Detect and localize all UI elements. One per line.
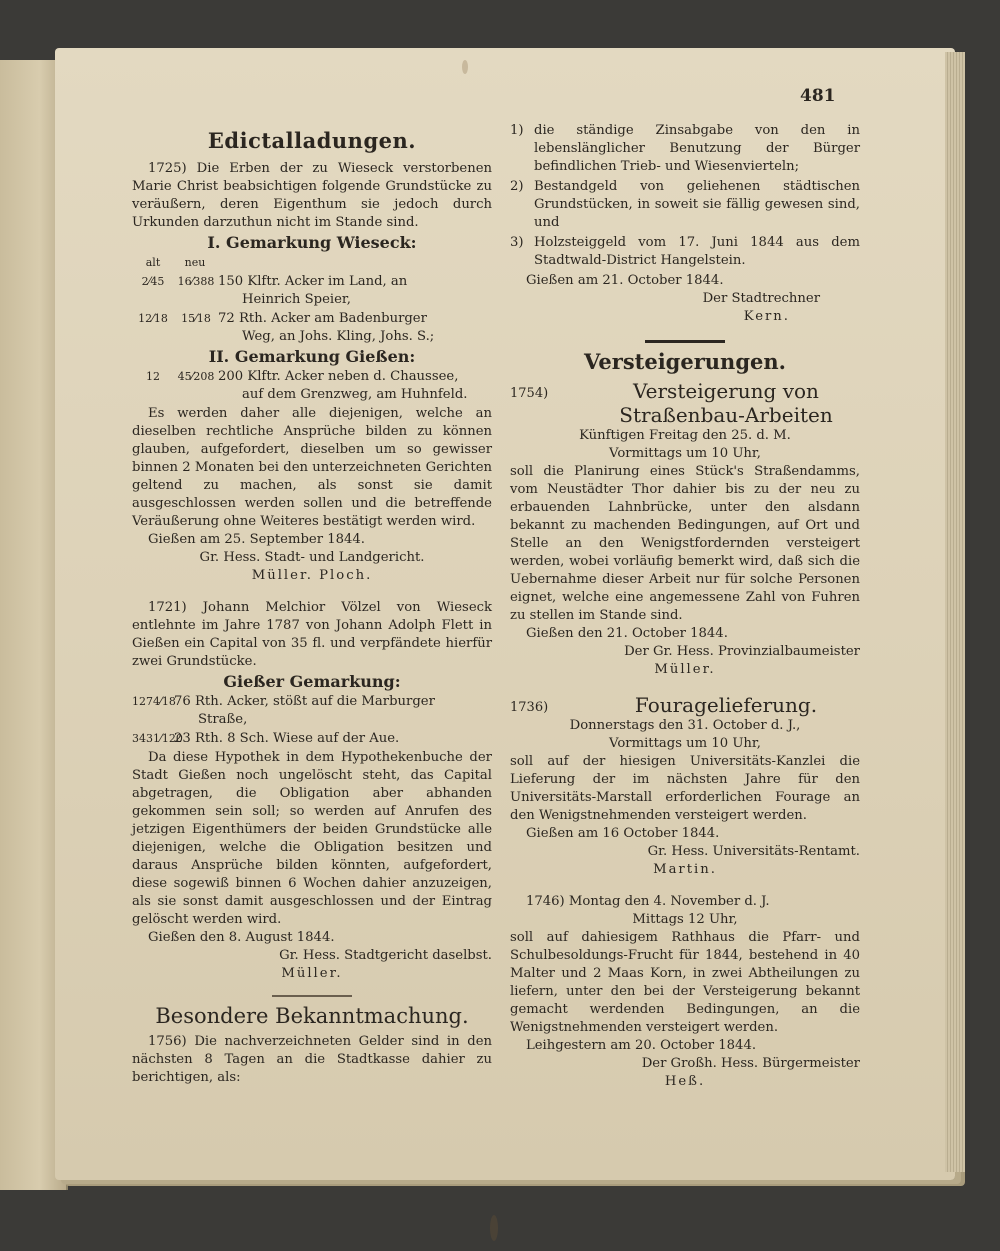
- notice-1756-signer: Kern.: [743, 309, 790, 324]
- notice-1754-heading: [510, 379, 860, 427]
- notice-1746-office: Der Großh. Hess. Bürgermeister: [641, 1056, 860, 1071]
- page-stack-edge: [945, 52, 965, 1172]
- notice-title: Fouragelieferung.: [634, 693, 818, 717]
- list-item-text: Holzsteiggeld vom 17. Juni 1844 aus dem Stadtwald-District Hangelstein.: [534, 235, 860, 268]
- parcel-row: [132, 273, 492, 309]
- notice-1754-when: Künftigen Freitag den 25. d. M.: [579, 428, 791, 443]
- notice-number: 1754): [510, 386, 549, 401]
- divider: [272, 995, 352, 997]
- notice-1754-signer: Müller.: [654, 662, 716, 677]
- section-title-edictalladungen: Edictalladungen.: [207, 128, 417, 153]
- notice-1746-heading: 1746) Montag den 4. November d. J.: [526, 894, 770, 909]
- notice-1756: 1756) Die nachverzeichneten Gelder sind in den nächsten 8 Tagen an die Stadtkasse dahier zu berichtigen, als:: [132, 1034, 492, 1085]
- list-item-text: Bestandgeld von geliehenen städtischen Grundstücken, in soweit sie fällig gewesen sind, und: [534, 179, 860, 230]
- parcel-neu: 16⁄388: [177, 275, 215, 288]
- col-alt: alt: [145, 256, 161, 269]
- notice-1725-court: Gr. Hess. Stadt- und Landgericht.: [199, 550, 425, 565]
- section-title-besondere-bekanntmachung: Besondere Bekanntmachung.: [155, 1004, 469, 1028]
- notice-1721-signer: Müller.: [281, 966, 343, 981]
- parcel-neu: 15⁄18: [181, 312, 211, 325]
- parcel-alt: 2⁄45: [141, 275, 165, 288]
- notice-1756-office: Der Stadtrechner: [702, 291, 820, 306]
- notice-1725-signers: Müller. Ploch.: [251, 568, 373, 583]
- column-header: [132, 254, 492, 272]
- heading-giesser-gemarkung: Gießer Gemarkung:: [223, 672, 401, 691]
- notice-1721-intro: 1721) Johann Melchior Völzel von Wieseck entlehnte im Jahre 1787 von Johann Adolph Flett in Gießen ein Capital von 35 fl. und verpfändete hierfür zwei Grundstücke.: [132, 600, 492, 669]
- notice-1746-date: Leihgestern am 20. October 1844.: [526, 1038, 757, 1053]
- list-item: [510, 122, 860, 176]
- notice-1736-time: Vormittags um 10 Uhr,: [609, 736, 761, 751]
- parcel-desc: 72 Rth. Acker am Badenburger: [218, 311, 427, 326]
- right-column: [510, 120, 860, 1091]
- list-item: [510, 178, 860, 232]
- notice-1736-office: Gr. Hess. Universitäts-Rentamt.: [647, 844, 860, 859]
- parcel-desc: 23 Rth. 8 Sch. Wiese auf der Aue.: [174, 731, 400, 746]
- parcel-neu: 45⁄208: [177, 370, 215, 383]
- notice-1721-date: Gießen den 8. August 1844.: [148, 930, 335, 945]
- notice-title: Versteigerung von Straßenbau-Arbeiten: [619, 379, 833, 427]
- notice-1746-body: soll auf dahiesigem Rathhaus die Pfarr- und Schulbesoldungs-Frucht für 1844, bestehend in 40 Malter und 2 Maas Korn, in zwei Abtheilungen zu liefern, unter den bei der Versteigerung bekannt gemacht werdenden Bedingungen, an die Wenigstnehmenden versteigert werden.: [510, 930, 860, 1035]
- parcel-desc-cont: Heinrich Speier,: [242, 292, 351, 307]
- list-item-number: 2): [510, 179, 524, 194]
- parcel-alt: 12⁄18: [138, 312, 168, 325]
- notice-1736-when: Donnerstags den 31. October d. J.,: [569, 718, 801, 733]
- notice-1746-signer: Heß.: [664, 1074, 706, 1089]
- notice-1746-time: Mittags 12 Uhr,: [632, 912, 738, 927]
- notice-1736-heading: [510, 693, 860, 717]
- notice-1754-office: Der Gr. Hess. Provinzialbaumeister: [624, 644, 860, 659]
- notice-1736-signer: Martin.: [653, 862, 717, 877]
- parcel-desc: 76 Rth. Acker, stößt auf die Marburger: [174, 694, 435, 709]
- parcel-row: [132, 730, 492, 748]
- notice-1721-court: Gr. Hess. Stadtgericht daselbst.: [279, 948, 492, 963]
- parcel-desc: 200 Klftr. Acker neben d. Chaussee,: [218, 369, 459, 384]
- ink-spot: [490, 1215, 498, 1241]
- parcel-row: [132, 693, 492, 729]
- notice-1725-date: Gießen am 25. September 1844.: [148, 532, 365, 547]
- parcel-alt: 1274⁄18: [132, 695, 176, 708]
- parcel-row: [132, 368, 492, 404]
- notice-number: 1736): [510, 700, 549, 715]
- list-item-number: 3): [510, 235, 524, 250]
- notice-1754-date: Gießen den 21. October 1844.: [526, 626, 728, 641]
- parcel-alt: 3431⁄120: [132, 732, 183, 745]
- heading-gemarkung-wieseck: I. Gemarkung Wieseck:: [207, 233, 417, 252]
- ink-spot: [462, 60, 468, 74]
- notice-1721-body: Da diese Hypothek in dem Hypothekenbuche der Stadt Gießen noch ungelöscht steht, das Capital abgetragen, die Obligation aber abhanden gekommen sein soll; so werden auf Anrufen des jetzigen Eigenthümers der beiden Grundstücke alle diejenigen, welche die Obligation besitzen und daraus Ansprüche bilden könnten, aufgefordert, diese sogewiß binnen 6 Wochen dahier anzuzeigen, als sie sonst damit ausgeschlossen und der Eintrag gelöscht werden wird.: [132, 750, 492, 927]
- notice-1756-date: Gießen am 21. October 1844.: [526, 273, 724, 288]
- list-item-text: die ständige Zinsabgabe von den in lebenslänglicher Benutzung der Bürger befindlichen Trieb- und Wiesenvierteln;: [534, 123, 860, 174]
- notice-1725-body: Es werden daher alle diejenigen, welche an dieselben rechtliche Ansprüche bilden zu können glauben, aufgefordert, dieselben um so gewisser binnen 2 Monaten bei den unterzeichneten Gerichten geltend zu machen, als sonst sie damit ausgeschlossen werden sollen und die betreffende Veräußerung ohne Weiteres bestätigt werden wird.: [132, 406, 492, 529]
- parcel-desc: 150 Klftr. Acker im Land, an: [218, 274, 408, 289]
- divider: [645, 340, 725, 343]
- section-title-versteigerungen: Versteigerungen.: [584, 349, 786, 374]
- page-number: 481: [800, 86, 836, 106]
- list-item-number: 1): [510, 123, 524, 138]
- notice-1754-time: Vormittags um 10 Uhr,: [609, 446, 761, 461]
- parcel-row: [132, 310, 492, 346]
- notice-1736-date: Gießen am 16 October 1844.: [526, 826, 720, 841]
- parcel-desc-cont: Straße,: [198, 712, 248, 727]
- parcel-desc-cont: Weg, an Johs. Kling, Johs. S.;: [242, 329, 435, 344]
- notice-1736-body: soll auf der hiesigen Universitäts-Kanzlei die Lieferung der im nächsten Jahre für den Universitäts-Marstall erforderlichen Fourage an den Wenigstnehmenden versteigert werden.: [510, 754, 860, 823]
- parcel-desc-cont: auf dem Grenzweg, am Huhnfeld.: [242, 387, 468, 402]
- left-column: [132, 128, 492, 1087]
- parcel-alt: 12: [146, 370, 160, 383]
- list-item: [510, 234, 860, 270]
- heading-gemarkung-giessen: II. Gemarkung Gießen:: [208, 347, 416, 366]
- col-neu: neu: [184, 256, 206, 269]
- notice-1725-intro: 1725) Die Erben der zu Wieseck verstorbenen Marie Christ beabsichtigen folgende Grundstücke zu veräußern, deren Eigenthum sie jedoch durch Urkunden darzuthun nicht im Stande sind.: [132, 161, 492, 230]
- notice-1754-body: soll die Planirung eines Stück's Straßendamms, vom Neustädter Thor dahier bis zu der neu zu erbauenden Lahnbrücke, unter den alsdann bekannt zu machenden Bedingungen, auf Ort und Stelle an den Wenigstfordernden versteigert werden, wobei vorläufig bemerkt wird, daß sich die Uebernahme dieser Arbeit nur für solche Personen eignet, welche eine angemessene Zahl von Fuhren zu stellen im Stande sind.: [510, 464, 860, 623]
